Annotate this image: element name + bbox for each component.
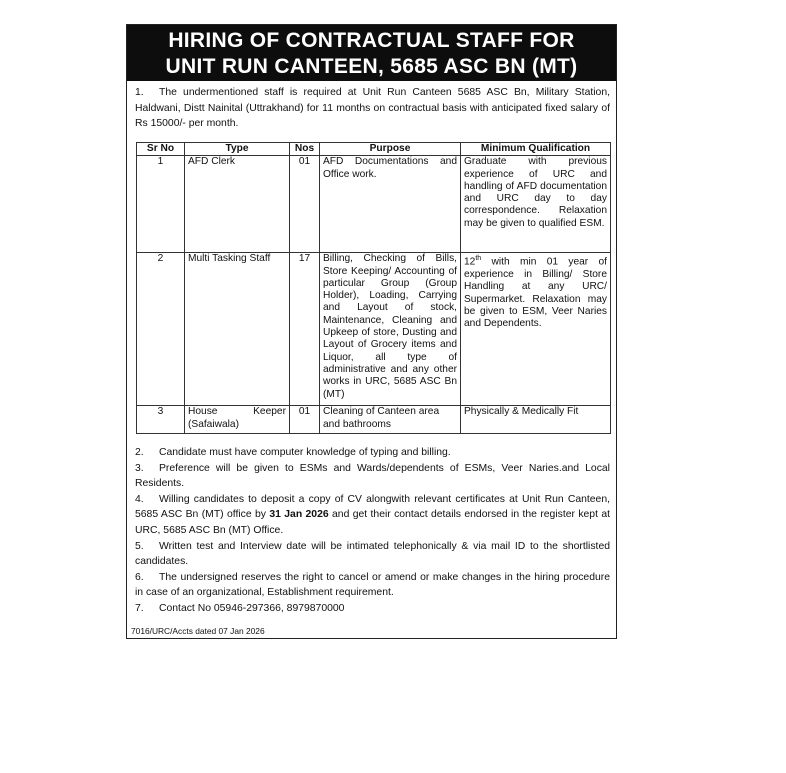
para-text: The undersigned reserves the right to cancel or amend or make changes in the hiring procedure in case of an organizational, Establishment requirement. [135,571,610,599]
para-text-post: and get their contact details endorsed in the register kept at URC, 5685 ASC Bn (MT) Office. [135,509,610,536]
hiring-notice [126,24,617,639]
cell-sr: 1 [137,156,185,253]
cell-type: AFD Clerk [185,156,290,253]
list-item [135,445,610,461]
col-header-type: Type [185,143,290,156]
cell-purpose: Cleaning of Canteen area and bathrooms [320,406,461,434]
para-number: 4. [135,493,144,505]
para-number: 3. [135,462,144,474]
para-number: 2. [135,447,144,458]
cell-nos: 01 [290,156,320,253]
contact-numbers: Contact No 05946-297366, 8979870000 [159,602,345,614]
cell-qualification: Physically & Medically Fit [461,406,611,434]
table-row [137,156,611,253]
list-item [135,601,610,617]
col-header-purpose: Purpose [320,143,461,156]
conditions-list [135,445,610,617]
qualification-text: with min 01 year of experience in Billing/ Store Handling at any URC/ Supermarket. Relaxation may be given to ESM, Veer Naries and Dependents. [464,256,607,330]
list-item [135,539,610,570]
col-header-nos: Nos [290,143,320,156]
cell-type: House Keeper (Safaiwala) [185,406,290,434]
intro-paragraph [135,85,610,132]
qualification-superscript: th [475,255,482,263]
para-text: Candidate must have computer knowledge of typing and billing. [159,447,451,458]
para-number: 1. [135,87,144,98]
para-text: Written test and Interview date will be intimated telephonically & via mail ID to the shortlisted candidates. [135,540,610,568]
para-number: 6. [135,571,144,583]
para-number: 5. [135,540,144,552]
cell-nos: 01 [290,406,320,434]
col-header-qualification: Minimum Qualification [461,143,611,156]
cell-sr: 3 [137,406,185,434]
deadline-date: 31 Jan 2026 [269,509,329,521]
cell-purpose: AFD Documentations and Office work. [320,156,461,253]
col-header-sr: Sr No [137,143,185,156]
para-text: Preference will be given to ESMs and Wards/dependents of ESMs, Veer Naries.and Local Residents. [135,462,610,490]
notice-title-banner [127,25,616,81]
staff-requirement-table [136,142,611,434]
table-row [137,253,611,406]
para-text-pre: Willing candidates to deposit a copy of CV alongwith relevant certificates at Unit Run Canteen, 5685 ASC Bn (MT) office by [135,493,610,521]
para-text: The undermentioned staff is required at Unit Run Canteen 5685 ASC Bn, Military Station, Haldwani, Distt Nainital (Uttrakhand) for 11 months on contractual basis with anticipated fixed salary of Rs 15000/- per month. [135,87,610,130]
title-line-1: HIRING OF CONTRACTUAL STAFF FOR [168,29,575,52]
cell-sr: 2 [137,253,185,406]
table-row [137,406,611,434]
reference-number: 7016/URC/Accts dated 07 Jan 2026 [131,626,265,636]
cell-qualification: Graduate with previous experience of URC and handling of AFD documentation and URC day to day correspondence. Relaxation may be given to qualified ESM. [461,156,611,253]
list-item [135,461,610,492]
cell-type: Multi Tasking Staff [185,253,290,406]
cell-qualification [461,253,611,406]
list-item [135,570,610,601]
cell-purpose: Billing, Checking of Bills, Store Keeping/ Accounting of particular Group (Group Holder), Loading, Carrying and Layout of stock, Maintenance, Cleaning and Upkeep of store, Dusting and Layout of Grocery items and Liquor, all type of administrative and any other works in URC, 5685 ASC Bn (MT) [320,253,461,406]
list-item [135,492,610,539]
para-number: 7. [135,602,144,614]
qualification-number: 12 [464,256,476,268]
cell-nos: 17 [290,253,320,406]
table-header-row [137,143,611,156]
title-line-2: UNIT RUN CANTEEN, 5685 ASC BN (MT) [165,55,578,78]
